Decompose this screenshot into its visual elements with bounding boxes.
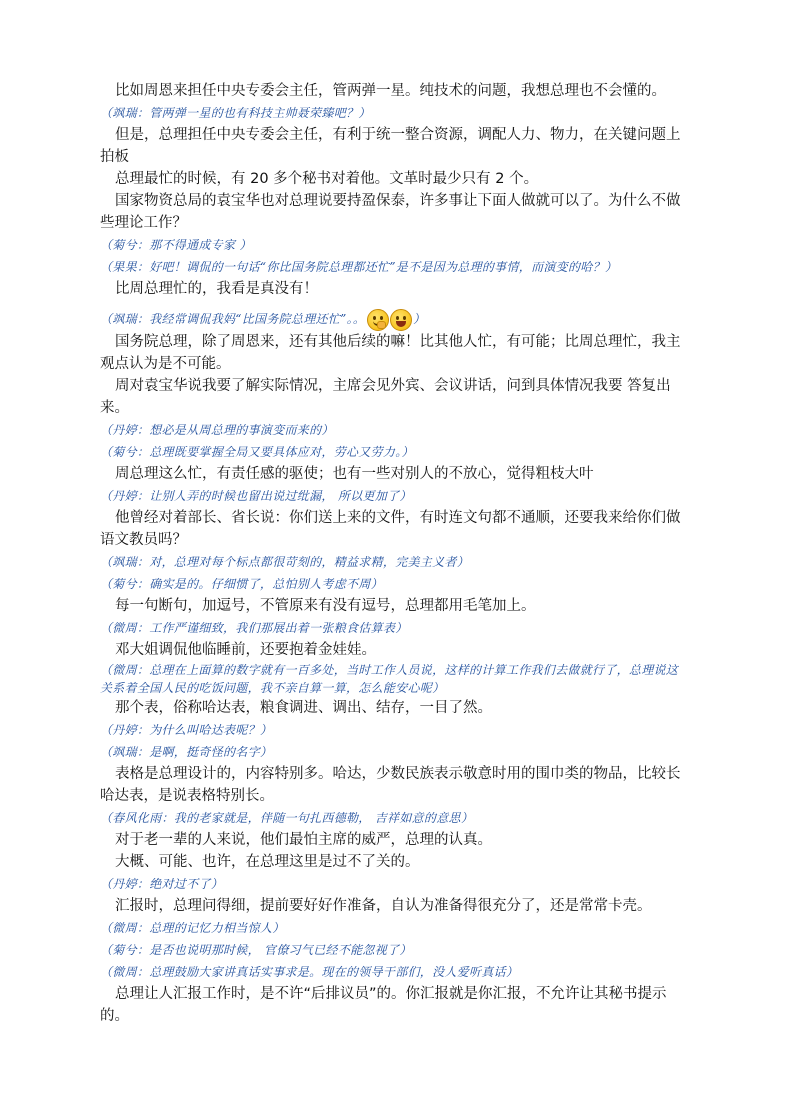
laughing-face-icon <box>390 309 412 331</box>
reader-comment: （丹婷：想必是从周总理的事演变而来的） <box>100 422 334 437</box>
reader-comment: （微周：工作严谨细致，我们那展出着一张粮食估算表） <box>100 620 408 635</box>
reader-comment: （飒瑞：是啊，挺奇怪的名字） <box>100 744 273 759</box>
reader-comment: （微周：总理的记忆力相当惊人） <box>100 920 285 935</box>
paragraph: 国务院总理，除了周恩来，还有其他后续的嘛！比其他人忙，有可能；比周总理忙，我主观点认为是不可能。 <box>100 333 681 372</box>
thinking-face-icon <box>367 309 389 331</box>
paragraph: 那个表，俗称哈达表，粮食调进、调出、结存，一目了然。 <box>115 699 492 716</box>
reader-comment: （春风化雨：我的老家就是，伴随一句扎西德勒， 吉祥如意的意思） <box>100 810 474 825</box>
comment-text: （飒瑞：我经常调侃我妈“比国务院总理还忙”。。 <box>100 312 366 326</box>
reader-comment: （丹婷：绝对过不了） <box>100 876 224 891</box>
reader-comment: （丹婷：让别人弄的时候也留出说过纰漏， 所以更加了） <box>100 488 412 503</box>
paragraph: 但是，总理担任中央专委会主任，有利于统一整合资源，调配人力、物力，在关键问题上拍板 <box>100 127 681 165</box>
paragraph: 比周总理忙的，我看是真没有！ <box>115 281 318 297</box>
reader-comment: （微周：总理在上面算的数字就有一百多处，当时工作人员说，这样的计算工作我们去做就行了，总理说这关系着全国人民的吃饭问题，我不亲自算一算，怎么能安心呢） <box>100 662 679 695</box>
paragraph: 他曾经对着部长、省长说：你们送上来的文件，有时连文句都不通顺，还要我来给你们做语文教员吗？ <box>100 509 681 548</box>
reader-comment: （丹婷：为什么叫哈达表呢？） <box>100 722 273 737</box>
reader-comment: （飒瑞：对，总理对每个标点都很苛刻的，精益求精，完美主义者） <box>100 554 470 569</box>
reader-comment: （飒瑞：管两弹一星的也有科技主帅聂荣臻吧？） <box>100 106 371 120</box>
reader-comment: （菊兮：那不得通成专家 ） <box>100 238 252 252</box>
paragraph: 邓大姐调侃他临睡前，还要抱着金娃娃。 <box>115 641 376 658</box>
paragraph: 周对袁宝华说我要了解实际情况，主席会见外宾、会议讲话，问到具体情况我要 答复出来。 <box>100 377 671 416</box>
paragraph: 总理让人汇报工作时，是不许“后排议员”的。你汇报就是你汇报，不允许让其秘书提示的。 <box>100 985 667 1024</box>
paragraph: 大概、可能、也许，在总理这里是过不了关的。 <box>115 853 420 870</box>
paragraph: 周总理这么忙，有责任感的驱使；也有一些对别人的不放心，觉得粗枝大叶 <box>115 465 594 482</box>
paragraph: 国家物资总局的袁宝华也对总理说要持盈保泰，许多事让下面人做就可以了。为什么不做些理论工作？ <box>100 193 681 231</box>
reader-comment-with-emoji <box>100 308 685 331</box>
paragraph: 对于老一辈的人来说，他们最怕主席的威严，总理的认真。 <box>115 831 492 848</box>
paragraph: 比如周恩来担任中央专委会主任，管两弹一星。纯技术的问题，我想总理也不会懂的。 <box>115 83 666 99</box>
paragraph: 每一句断句，加逗号，不管原来有没有逗号，总理都用毛笔加上。 <box>115 597 536 614</box>
reader-comment: （菊兮：是否也说明那时候， 官僚习气已经不能忽视了） <box>100 942 412 957</box>
reader-comment: （菊兮：总理既要掌握全局又要具体应对，劳心又劳力。） <box>100 444 414 459</box>
reader-comment: （微周：总理鼓励大家讲真话实事求是。现在的领导干部们，没人爱听真话） <box>100 964 519 979</box>
paragraph: 表格是总理设计的，内容特别多。哈达，少数民族表示敬意时用的围巾类的物品，比较长哈达表，是说表格特别长。 <box>100 765 681 804</box>
emoji-group <box>367 308 413 331</box>
paragraph: 总理最忙的时候，有 20 多个秘书对着他。文革时最少只有 2 个。 <box>115 171 539 187</box>
paragraph: 汇报时，总理问得细，提前要好好作准备，自认为准备得很充分了，还是常常卡壳。 <box>115 897 652 914</box>
reader-comment: （果果：好吧！调侃的一句话“你比国务院总理都还忙”是不是因为总理的事情，而演变的哈？） <box>100 260 618 274</box>
document-page <box>100 80 685 1027</box>
reader-comment: （菊兮：确实是的。仔细惯了，总怕别人考虑不周） <box>100 576 383 591</box>
comment-close: ） <box>413 312 426 326</box>
